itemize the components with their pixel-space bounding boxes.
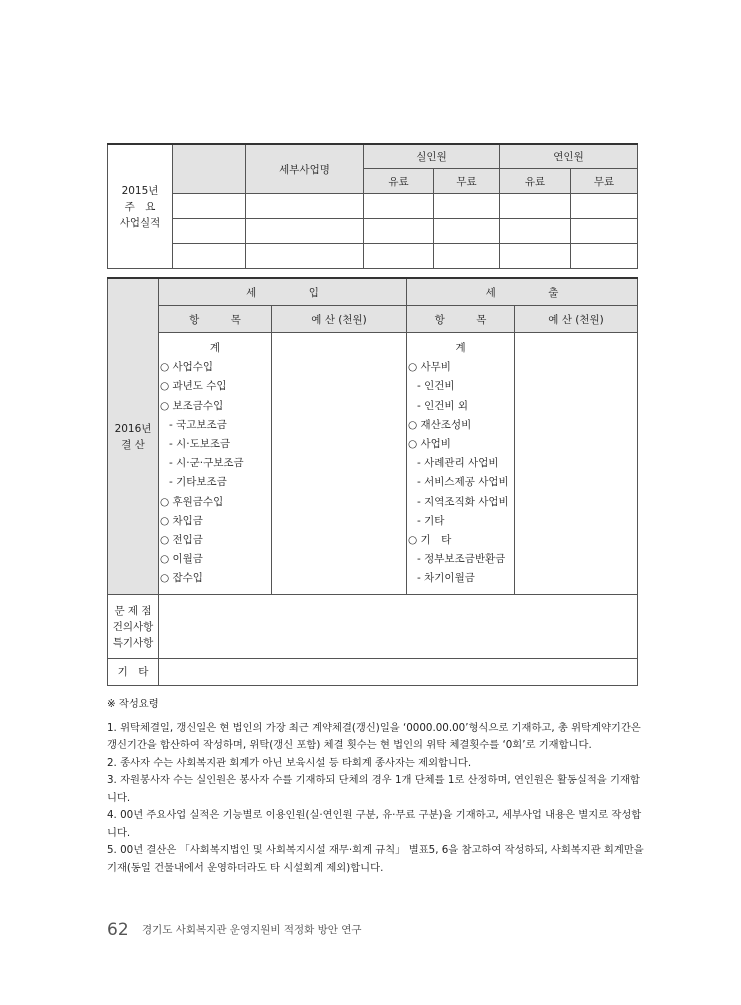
list-item: 계 (209, 342, 221, 354)
empty-cell[interactable] (500, 219, 571, 244)
cumulative-staff-header: 연인원 (500, 144, 638, 169)
page-footer (107, 920, 362, 940)
guideline-item: 2. 종사자 수는 사회복지관 회계가 아닌 보육시설 등 타회계 종사자는 제외합니다. (107, 756, 472, 769)
main-label: 주 요 (124, 200, 156, 213)
list-item: ○ 전입금 (160, 534, 203, 547)
list-item: ○ 사업비 (408, 438, 451, 451)
main-business-results-table (107, 143, 638, 269)
list-item: ○ 이월금 (160, 553, 203, 566)
empty-cell[interactable] (364, 244, 434, 269)
writing-guidelines (107, 696, 647, 877)
empty-cell[interactable] (173, 244, 246, 269)
issues-content-cell[interactable] (159, 595, 638, 659)
empty-cell[interactable] (364, 194, 434, 219)
list-item: 계 (455, 342, 466, 354)
empty-cell[interactable] (246, 219, 364, 244)
list-item: - 정부보조금반환금 (417, 553, 506, 566)
real-free-header: 무료 (434, 169, 500, 194)
expense-item-header: 항 목 (407, 306, 515, 333)
detail-business-header: 세부사업명 (246, 144, 364, 194)
empty-cell[interactable] (434, 244, 500, 269)
guideline-item: 1. 위탁체결일, 갱신일은 현 법인의 가장 최근 계약체결(갱신)일을 ‘0000.00.00’형식으로 기재하고, 총 위탁계약기간은 갱신기간을 합산하여 작성하며, 위탁(갱신 포함) 체결 횟수는 현 법인의 위탁 체결횟수를 ‘0회’로 기재합니다. (107, 721, 641, 751)
expense-budget-cell[interactable] (515, 333, 638, 595)
remarks-label: 특기사항 (112, 636, 154, 649)
guideline-item: 5. 00년 결산은 「사회복지법인 및 사회복지시설 재무·회계 규칙」 별표5, 6을 참고하여 작성하되, 사회복지관 회계만을 기재(동일 건물내에서 운영하더라도 타 시설회계 제외)합니다. (107, 844, 644, 874)
real-paid-header: 유료 (364, 169, 434, 194)
list-item: - 시·군·구보조금 (169, 457, 244, 470)
table-row (108, 244, 638, 269)
report-title: 경기도 사회복지관 운영지원비 적정화 방안 연구 (141, 924, 362, 936)
list-item: - 인건비 (417, 380, 455, 393)
list-item: ○ 재산조성비 (408, 418, 472, 431)
empty-cell[interactable] (364, 219, 434, 244)
settlement-year-label: 2016년 (114, 422, 152, 435)
list-item: - 기타 (417, 514, 445, 527)
empty-cell[interactable] (246, 244, 364, 269)
guideline-item: 3. 자원봉사자 수는 실인원은 봉사자 수를 기재하되 단체의 경우 1개 단체를 1로 산정하며, 연인원은 활동실적을 기재합니다. (107, 774, 640, 804)
blank-header-cell (173, 144, 246, 194)
list-item: - 시·도보조금 (169, 438, 231, 451)
list-item: ○ 후원금수입 (160, 495, 224, 508)
results-label: 사업실적 (119, 216, 161, 229)
year-label: 2015년 (121, 184, 159, 197)
revenue-budget-cell[interactable] (272, 333, 407, 595)
list-item: - 인건비 외 (417, 399, 469, 412)
empty-cell[interactable] (173, 219, 246, 244)
guidelines-heading: ※ 작성요령 (107, 698, 159, 710)
table-row (108, 219, 638, 244)
cumulative-free-header: 무료 (571, 169, 638, 194)
expense-header: 세 출 (407, 278, 638, 306)
page-number: 62 (107, 920, 129, 940)
other-content-cell[interactable] (159, 659, 638, 686)
revenue-items-cell (159, 333, 272, 595)
revenue-header: 세 입 (159, 278, 407, 306)
empty-cell[interactable] (434, 194, 500, 219)
list-item: - 사례관리 사업비 (417, 457, 499, 470)
empty-cell[interactable] (173, 194, 246, 219)
list-item: - 지역조직화 사업비 (417, 495, 509, 508)
empty-cell[interactable] (246, 194, 364, 219)
settlement-table (107, 277, 638, 686)
suggestions-label: 건의사항 (112, 620, 154, 633)
list-item: ○ 잡수입 (160, 572, 203, 585)
list-item: - 기타보조금 (169, 476, 227, 489)
empty-cell[interactable] (434, 219, 500, 244)
empty-cell[interactable] (571, 219, 638, 244)
guideline-item: 4. 00년 주요사업 실적은 기능별로 이용인원(실·연인원 구분, 유·무료 구분)을 기재하고, 세부사업 내용은 별지로 작성합니다. (107, 809, 642, 839)
settlement-label: 결 산 (121, 438, 145, 451)
list-item: - 차기이월금 (417, 572, 475, 585)
list-item: - 서비스제공 사업비 (417, 476, 509, 489)
list-item: ○ 사업수입 (160, 361, 214, 374)
empty-cell[interactable] (500, 244, 571, 269)
cumulative-paid-header: 유료 (500, 169, 571, 194)
empty-cell[interactable] (571, 194, 638, 219)
issues-label: 문 제 점 (114, 604, 152, 617)
expense-budget-header: 예 산 (천원) (515, 306, 638, 333)
list-item: - 국고보조금 (169, 418, 227, 431)
list-item: ○ 보조금수입 (160, 399, 224, 412)
other-row-header: 기 타 (108, 659, 159, 686)
list-item: ○ 차입금 (160, 514, 203, 527)
business-results-row-header (108, 144, 173, 269)
table-row (108, 194, 638, 219)
list-item: ○ 과년도 수입 (160, 380, 227, 393)
empty-cell[interactable] (500, 194, 571, 219)
revenue-budget-header: 예 산 (천원) (272, 306, 407, 333)
settlement-row-header (108, 278, 159, 595)
list-item: ○ 기 타 (408, 534, 452, 547)
list-item: ○ 사무비 (408, 361, 451, 374)
real-staff-header: 실인원 (364, 144, 500, 169)
expense-items-cell (407, 333, 515, 595)
issues-row-header (108, 595, 159, 659)
revenue-item-header: 항 목 (159, 306, 272, 333)
empty-cell[interactable] (571, 244, 638, 269)
